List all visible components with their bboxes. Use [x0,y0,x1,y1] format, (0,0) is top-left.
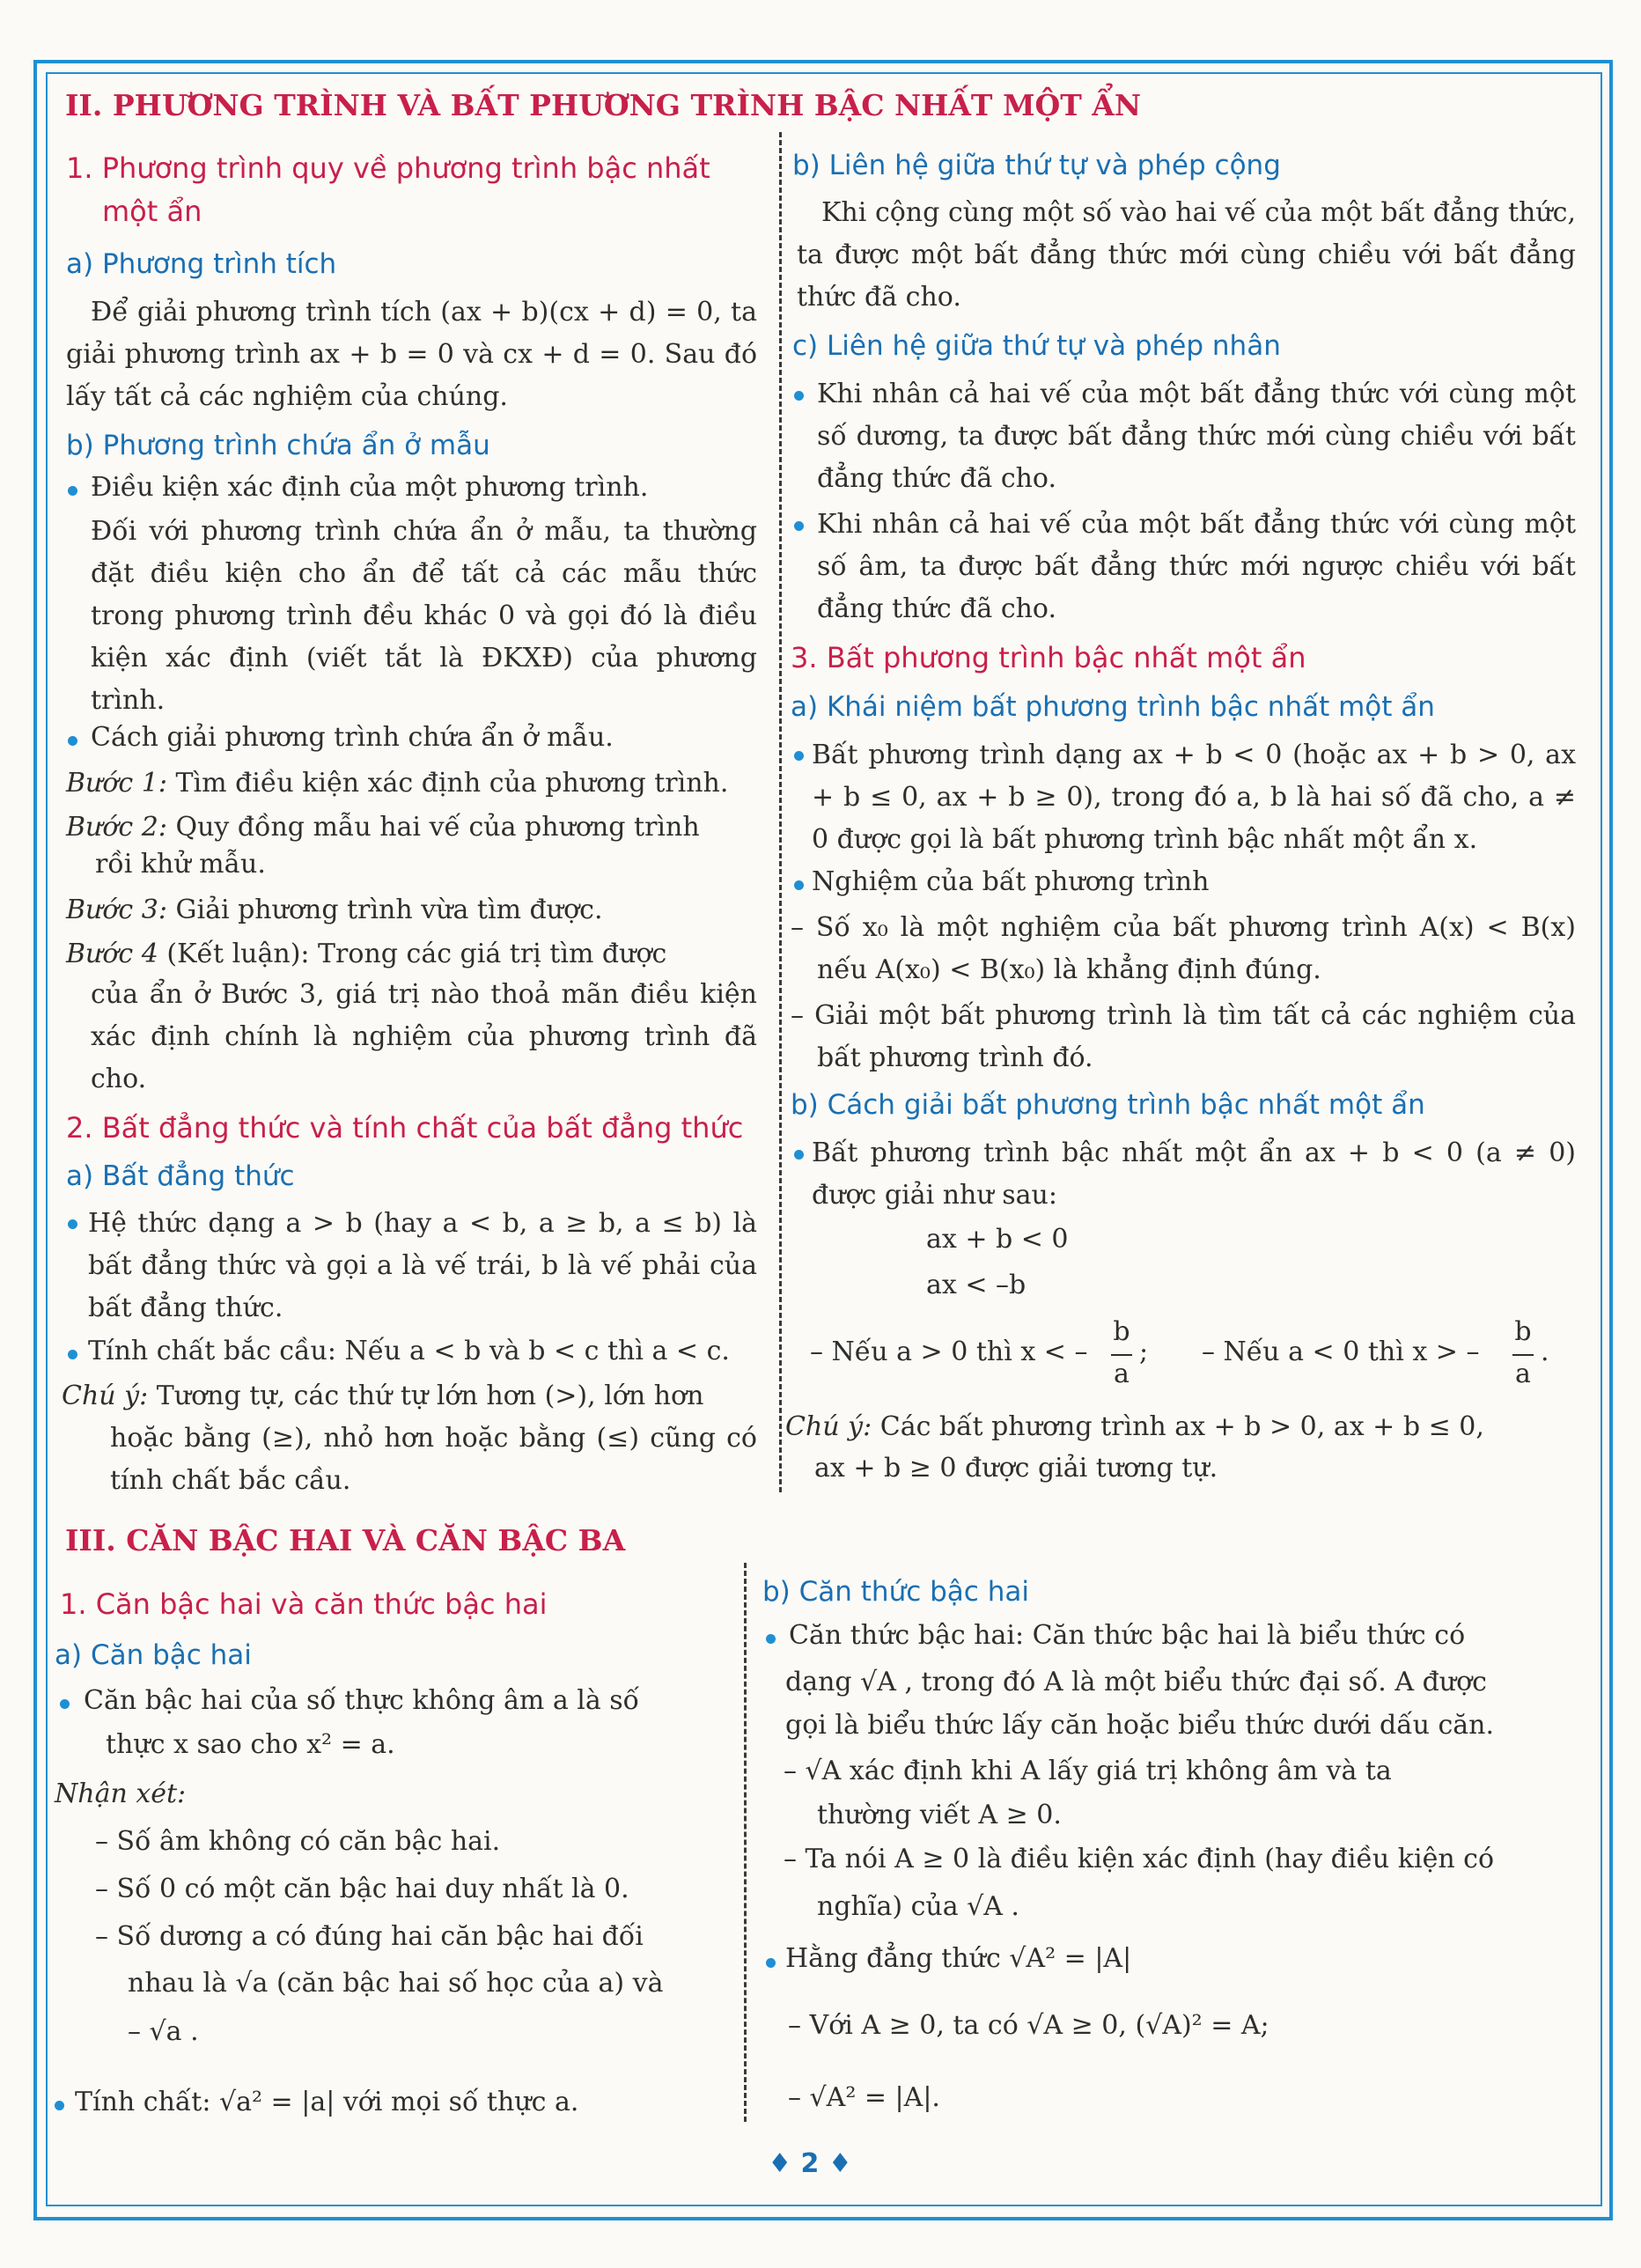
s3-title: 3. Bất phương trình bậc nhất một ẩn [791,641,1306,674]
a-text: Để giải phương trình tích (ax + b)(cx + d) = 0, ta giải phương trình ax + b = 0 và cx + d = 0. Sau đó lấy tất cả các nghiệm của chúng. [66,297,757,412]
remark-label: Nhận xét: [55,1778,187,1809]
s3-b-title: b) Căn thức bậc hai [762,1576,1029,1608]
s3a-dash1: – Số x₀ là một nghiệm của bất phương trình A(x) < B(x) nếu A(x₀) < B(x₀) là khẳng định đúng. [791,912,1576,985]
case1-frac-num: b [1113,1316,1130,1347]
note-text2: hoặc bằng (≥), nhỏ hơn hoặc bằng (≤) cũng có tính chất bắc cầu. [110,1423,757,1496]
bullet-dot [68,1350,77,1359]
bullet-dot [60,1699,70,1709]
step4-text2: của ẩn ở Bước 3, giá trị nào thoả mãn điều kiện xác định chính là nghiệm của phương trình đã cho. [91,979,757,1094]
step3-text: Giải phương trình vừa tìm được. [175,895,603,925]
case2-frac-num: b [1514,1316,1532,1347]
case2-frac-den: a [1515,1359,1531,1389]
s3-1-title: 1. Căn bậc hai và căn thức bậc hai [60,1587,548,1621]
section3-title: III. CĂN BẬC HAI VÀ CĂN BẬC BA [65,1523,626,1557]
step4-text: (Kết luận): Trong các giá trị tìm được [166,939,667,969]
bullet-dot [766,1634,776,1644]
b-title: b) Phương trình chứa ẩn ở mẫu [66,430,490,461]
s3a-bullet2: Nghiệm của bất phương trình [812,866,1210,897]
s2c-bullet2: Khi nhân cả hai vế của một bất đẳng thức với cùng một số âm, ta được bất đẳng thức mới ngược chiều với bất đẳng thức đã cho. [817,509,1576,624]
bullet-dot [794,751,804,761]
case1-end: ; [1139,1336,1149,1367]
s3-b-dash2b: nghĩa) của √A . [817,1891,1019,1922]
s3-prop: Tính chất: √a² = |a| với mọi số thực a. [75,2087,579,2117]
step1-label: Bước 1: [66,768,167,799]
bullet-dot [68,736,77,746]
bullet-dot [55,2101,64,2110]
bullet-dot [794,521,804,531]
s2c-title: c) Liên hệ giữa thứ tự và phép nhân [792,330,1281,362]
note2-text: Các bất phương trình ax + b > 0, ax + b ≤ 0, [879,1411,1484,1442]
s3-b-bullet1b: dạng √A , trong đó A là một biểu thức đại số. A được [785,1667,1487,1697]
b-bullet1-text: Đối với phương trình chứa ẩn ở mẫu, ta thường đặt điều kiện cho ẩn để tất cả các mẫu thức trong phương trình đều khác 0 và gọi đó là điều kiện xác định (viết tắt là ĐKXĐ) của phương trình. [91,516,757,716]
s3-b-bullet2: Hằng đẳng thức √A² = |A| [785,1943,1132,1974]
bullet-dot [794,880,804,890]
s3-a-bullet2: thực x sao cho x² = a. [106,1729,395,1760]
bullet-dot [68,486,77,496]
step2-label: Bước 2: [66,812,167,843]
case2-end: . [1541,1336,1549,1367]
s2b-title: b) Liên hệ giữa thứ tự và phép cộng [792,150,1281,181]
bullet-dot [766,1958,776,1968]
fraction-bar [1512,1354,1534,1356]
bullet-dot [68,1219,77,1229]
s2b-text: Khi cộng cùng một số vào hai vế của một bất đẳng thức, ta được một bất đẳng thức mới cùng chiều với bất đẳng thức đã cho. [797,197,1576,313]
section2-title: II. PHƯƠNG TRÌNH VÀ BẤT PHƯƠNG TRÌNH BẬC NHẤT MỘT ẨN [65,88,1142,122]
step2-text: Quy đồng mẫu hai vế của phương trình [175,812,700,843]
note-text: Tương tự, các thứ tự lớn hơn (>), lớn hơn [156,1381,704,1411]
column-divider-section2 [779,132,782,1492]
s3-b-dash3: – Với A ≥ 0, ta có √A ≥ 0, (√A)² = A; [788,2010,1269,2041]
s3-b-bullet1a: Căn thức bậc hai: Căn thức bậc hai là biểu thức có [789,1620,1466,1651]
s3a-bullet1: Bất phương trình dạng ax + b < 0 (hoặc ax + b > 0, ax + b ≤ 0, ax + b ≥ 0), trong đó a, b là hai số đã cho, a ≠ 0 được gọi là bất phương trình bậc nhất một ẩn x. [812,740,1576,855]
s3-a-title: a) Căn bậc hai [55,1639,252,1671]
case2-prefix: – Nếu a < 0 thì x > – [1202,1336,1480,1367]
fraction-bar [1111,1354,1132,1356]
s3-a-bullet: Căn bậc hai của số thực không âm a là số [84,1685,640,1716]
s1-title-line2: một ẩn [102,195,202,228]
s3-b-dash1b: thường viết A ≥ 0. [817,1800,1062,1830]
bullet-dot [794,1150,804,1160]
s3-b-bullet1c: gọi là biểu thức lấy căn hoặc biểu thức dưới dấu căn. [785,1710,1495,1741]
note-label: Chú ý: [62,1381,149,1411]
note2-text2: ax + b ≥ 0 được giải tương tự. [814,1453,1218,1484]
s3-b-dash1a: – √A xác định khi A lấy giá trị không âm và ta [784,1756,1392,1786]
s3a-title: a) Khái niệm bất phương trình bậc nhất một ẩn [791,691,1435,723]
s2c-bullet1: Khi nhân cả hai vế của một bất đẳng thức với cùng một số dương, ta được bất đẳng thức mới cùng chiều với bất đẳng thức đã cho. [817,379,1576,494]
s3a-dash2: – Giải một bất phương trình là tìm tất cả các nghiệm của bất phương trình đó. [791,1000,1576,1073]
step2-text2: rồi khử mẫu. [95,849,266,880]
a-title: a) Phương trình tích [66,248,337,280]
s3b-bullet: Bất phương trình bậc nhất một ẩn ax + b < 0 (a ≠ 0) được giải như sau: [812,1138,1576,1211]
remark1: – Số âm không có căn bậc hai. [95,1826,501,1857]
step1-text: Tìm điều kiện xác định của phương trình. [175,768,729,799]
step3-label: Bước 3: [66,895,167,925]
step4-label: Bước 4 [66,939,158,969]
column-divider-section3 [744,1563,747,2122]
b-bullet2: Cách giải phương trình chứa ẩn ở mẫu. [91,722,614,753]
s3b-title: b) Cách giải bất phương trình bậc nhất một ẩn [791,1089,1425,1121]
s2a-bullet1: Hệ thức dạng a > b (hay a < b, a ≥ b, a ≤ b) là bất đẳng thức và gọi a là vế trái, b là vế phải của bất đẳng thức. [88,1208,757,1323]
note2-label: Chú ý: [785,1411,872,1442]
page-number: ♦ 2 ♦ [768,2148,852,2179]
s2-title: 2. Bất đẳng thức và tính chất của bất đẳng thức [66,1111,744,1145]
remark3a: – Số dương a có đúng hai căn bậc hai đối [95,1921,644,1952]
eq2: ax < –b [926,1270,1027,1300]
s1-title-line1: 1. Phương trình quy về phương trình bậc nhất [66,151,710,185]
case1-prefix: – Nếu a > 0 thì x < – [810,1336,1088,1367]
remark2: – Số 0 có một căn bậc hai duy nhất là 0. [95,1874,629,1904]
bullet-dot [794,391,804,401]
eq1: ax + b < 0 [926,1224,1069,1255]
s2a-title: a) Bất đẳng thức [66,1160,295,1192]
b-bullet1: Điều kiện xác định của một phương trình. [91,472,649,503]
case1-frac-den: a [1114,1359,1130,1389]
s3-b-dash4: – √A² = |A|. [788,2082,940,2113]
remark3c: – √a . [128,2016,199,2047]
s2a-bullet2: Tính chất bắc cầu: Nếu a < b và b < c thì a < c. [88,1336,730,1366]
s3-b-dash2a: – Ta nói A ≥ 0 là điều kiện xác định (hay điều kiện có [784,1844,1495,1874]
remark3b: nhau là √a (căn bậc hai số học của a) và [128,1968,664,1999]
